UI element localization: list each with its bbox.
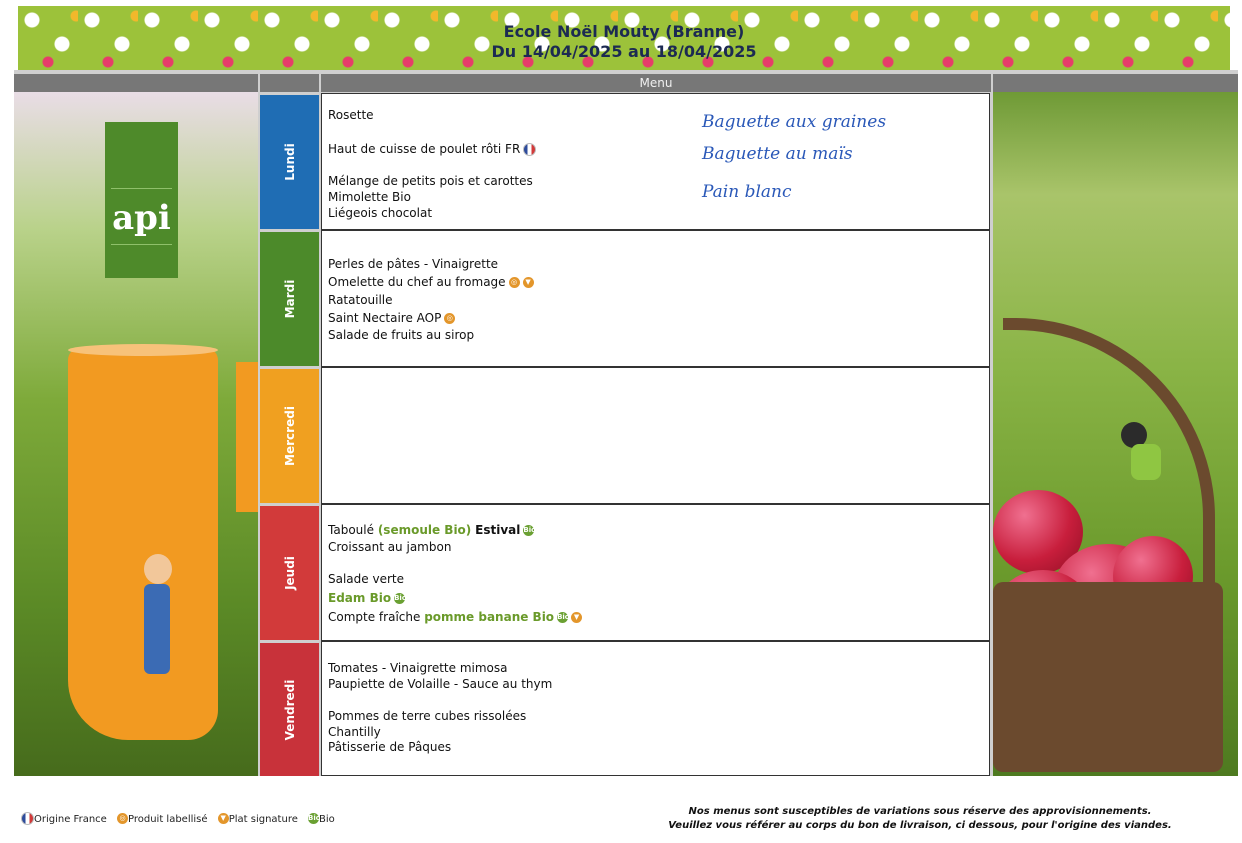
signature-icon: ▼ — [523, 277, 534, 288]
bio-icon: Bio — [557, 613, 570, 621]
dish: Rosette — [328, 108, 374, 122]
left-illustration — [14, 92, 258, 776]
day-label: Jeudi — [282, 556, 297, 590]
legend-origine: Origine France — [34, 813, 107, 825]
day-label: Mercredi — [282, 406, 297, 466]
legend — [18, 812, 339, 825]
dish: Mimolette Bio — [328, 190, 411, 204]
api-logo-text: api — [112, 198, 171, 238]
label-icon: ◎ — [509, 277, 520, 288]
dish-with-icon — [328, 311, 455, 325]
header-banner — [18, 6, 1230, 70]
second-boot — [236, 362, 258, 512]
bio-highlight: pomme banane Bio — [424, 610, 555, 624]
handwritten-note: Pain blanc — [702, 182, 792, 202]
dish: Tomates - Vinaigrette mimosa — [328, 661, 508, 675]
day-tab-vendredi — [260, 643, 319, 776]
child-figure — [124, 544, 184, 684]
dish: Saint Nectaire AOP — [328, 311, 442, 325]
school-title: Ecole Noël Mouty (Branne) — [503, 22, 745, 41]
header-bar-right — [993, 74, 1238, 92]
dish: Salade de fruits au sirop — [328, 328, 475, 342]
day-box-lundi — [321, 93, 990, 230]
day-box-jeudi — [321, 504, 990, 641]
header-bar-days — [260, 74, 319, 92]
dish: Chantilly — [328, 725, 381, 739]
dish-with-icon — [328, 591, 405, 605]
bio-icon: Bio — [523, 526, 536, 534]
dish: Perles de pâtes - Vinaigrette — [328, 257, 499, 271]
dish: Haut de cuisse de poulet rôti FR — [328, 142, 521, 156]
day-label: Lundi — [282, 143, 297, 181]
day-tab-mercredi — [260, 369, 319, 503]
basket — [993, 582, 1223, 772]
day-box-mercredi — [321, 367, 990, 504]
label-icon: ◎ — [444, 313, 455, 324]
legend-label: Produit labellisé — [128, 813, 208, 825]
dish-suffix: Estival — [475, 523, 521, 537]
dish-prefix: Taboulé — [328, 523, 374, 537]
day-label: Vendredi — [282, 679, 297, 740]
dish: Pommes de terre cubes rissolées — [328, 709, 527, 723]
dish: Omelette du chef au fromage — [328, 275, 506, 289]
dish: Salade verte — [328, 572, 404, 586]
dish: Pâtisserie de Pâques — [328, 740, 452, 754]
header-bar-left — [14, 74, 258, 92]
signature-icon: ▼ — [571, 612, 582, 623]
legend-bio: Bio — [319, 813, 335, 825]
right-illustration — [993, 92, 1238, 776]
day-tab-lundi — [260, 95, 319, 229]
day-tab-mardi — [260, 232, 319, 366]
menu-header: Menu — [321, 74, 991, 92]
footer-note: Veuillez vous référer au corps du bon de livraison, ci dessous, pour l'origine des viandes. — [668, 820, 1172, 831]
dish: Mélange de petits pois et carottes — [328, 174, 533, 188]
day-label: Mardi — [282, 279, 297, 319]
dish-with-icon — [328, 610, 582, 624]
signature-icon: ▼ — [218, 813, 229, 824]
origine-france-icon — [21, 812, 34, 825]
dish-prefix: Compte fraîche — [328, 610, 421, 624]
dish-with-icon — [328, 523, 534, 537]
origine-france-icon — [523, 143, 536, 156]
bio-icon: Bio — [308, 814, 321, 822]
dish: Croissant au jambon — [328, 540, 452, 554]
dish: Ratatouille — [328, 293, 393, 307]
api-logo — [105, 122, 178, 278]
day-tab-jeudi — [260, 506, 319, 640]
dish: Liégeois chocolat — [328, 206, 433, 220]
dish: Paupiette de Volaille - Sauce au thym — [328, 677, 553, 691]
day-box-vendredi — [321, 641, 990, 776]
label-icon: ◎ — [117, 813, 128, 824]
girl-figure — [1117, 422, 1167, 492]
bio-highlight: (semoule Bio) — [377, 523, 472, 537]
boot-opening — [68, 344, 218, 356]
dish: Edam Bio — [328, 591, 392, 605]
handwritten-note: Baguette aux graines — [702, 112, 887, 132]
date-range: Du 14/04/2025 au 18/04/2025 — [491, 42, 757, 61]
dish-with-icon — [328, 275, 534, 289]
legend-signature: Plat signature — [228, 813, 298, 825]
day-box-mardi — [321, 230, 990, 367]
footer-note: Nos menus sont susceptibles de variations sous réserve des approvisionnements. — [688, 806, 1152, 817]
bio-icon: Bio — [394, 594, 407, 602]
dish-with-icon — [328, 142, 536, 156]
handwritten-note: Baguette au maïs — [702, 144, 853, 164]
